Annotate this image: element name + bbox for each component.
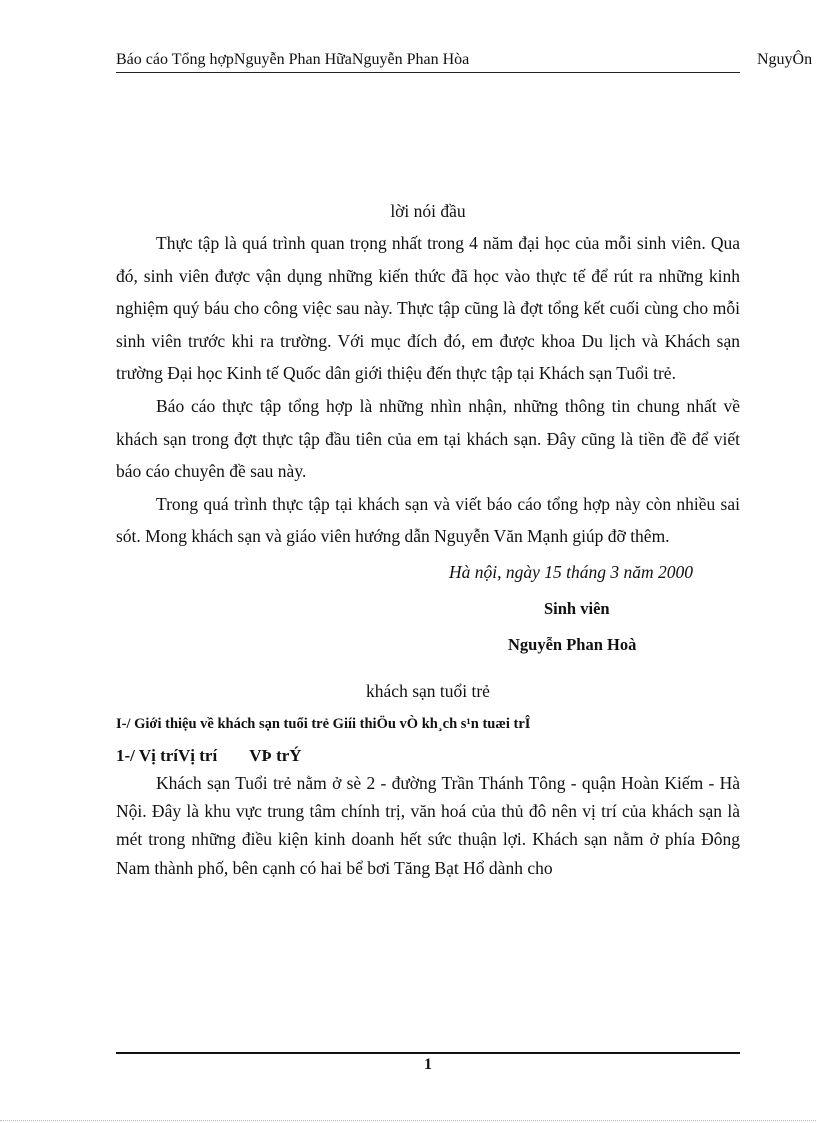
preface-paragraph: Thực tập là quá trình quan trọng nhất trong 4 năm đại học của mỗi sinh viên. Qua đó, sinh viên được vận dụng những kiến thức đã học vào thực tế để rút ra những kinh nghiệm quý báu cho công việc sau này. Thực tập cũng là đợt tổng kết cuối cùng cho mỗi sinh viên trước khi ra trường. Với mục đích đó, em được khoa Du lịch và Khách sạn trường Đại học Kinh tế Quốc dân giới thiệu đến thực tập tại Khách sạn Tuổi trẻ. <box>116 233 740 384</box>
preface-paragraph: Trong quá trình thực tập tại khách sạn và viết báo cáo tổng hợp này còn nhiều sai sót. Mong khách sạn và giáo viên hướng dẫn Nguyễn Văn Mạnh giúp đỡ thêm. <box>116 493 740 547</box>
heading-level-1: I-/ Giới thiệu về khách sạn tuổi trẻ Giíi thiÖu vÒ kh¸ch s¹n tuæi trÎ <box>116 715 531 732</box>
preface-title: lời nói đầu <box>390 201 466 221</box>
footer-rule <box>116 1052 740 1054</box>
heading-level-2 <box>116 743 740 769</box>
heading-level-2-main: 1-/ Vị tríVị trí <box>116 745 218 765</box>
section-paragraph: Khách sạn Tuổi trẻ nằm ở sè 2 - đường Trần Thánh Tông - quận Hoàn Kiếm - Hà Nội. Đây là khu vực trung tâm chính trị, văn hoá của thủ đô nên vị trí của khách sạn là mét trong những điều kiện kinh doanh hết sức thuận lợi. Khách sạn nằm ở phía Đông Nam thành phố, bên cạnh có hai bể bơi Tăng Bạt Hổ dành cho <box>116 772 740 878</box>
running-header-overflow: NguyÔn <box>757 51 813 68</box>
signature-date: Hà nội, ngày 15 tháng 3 năm 2000 <box>449 561 694 582</box>
heading-level-2-sub: VÞ trÝ <box>249 745 302 765</box>
section-title: khách sạn tuổi trẻ <box>366 680 490 701</box>
preface-paragraph: Báo cáo thực tập tổng hợp là những nhìn nhận, những thông tin chung nhất về khách sạn trong đợt thực tập đầu tiên của em tại khách sạn. Đây cũng là tiền đề để viết báo cáo chuyên đề sau này. <box>116 395 740 482</box>
running-header: Báo cáo Tổng hợpNguyễn Phan HữaNguyễn Phan Hòa <box>116 50 740 73</box>
signature-name: Nguyễn Phan Hoà <box>508 634 637 654</box>
signature-role: Sinh viên <box>544 598 610 618</box>
page-bottom-border <box>0 1120 816 1121</box>
document-body <box>116 195 740 882</box>
page-number: 1 <box>424 1056 432 1073</box>
